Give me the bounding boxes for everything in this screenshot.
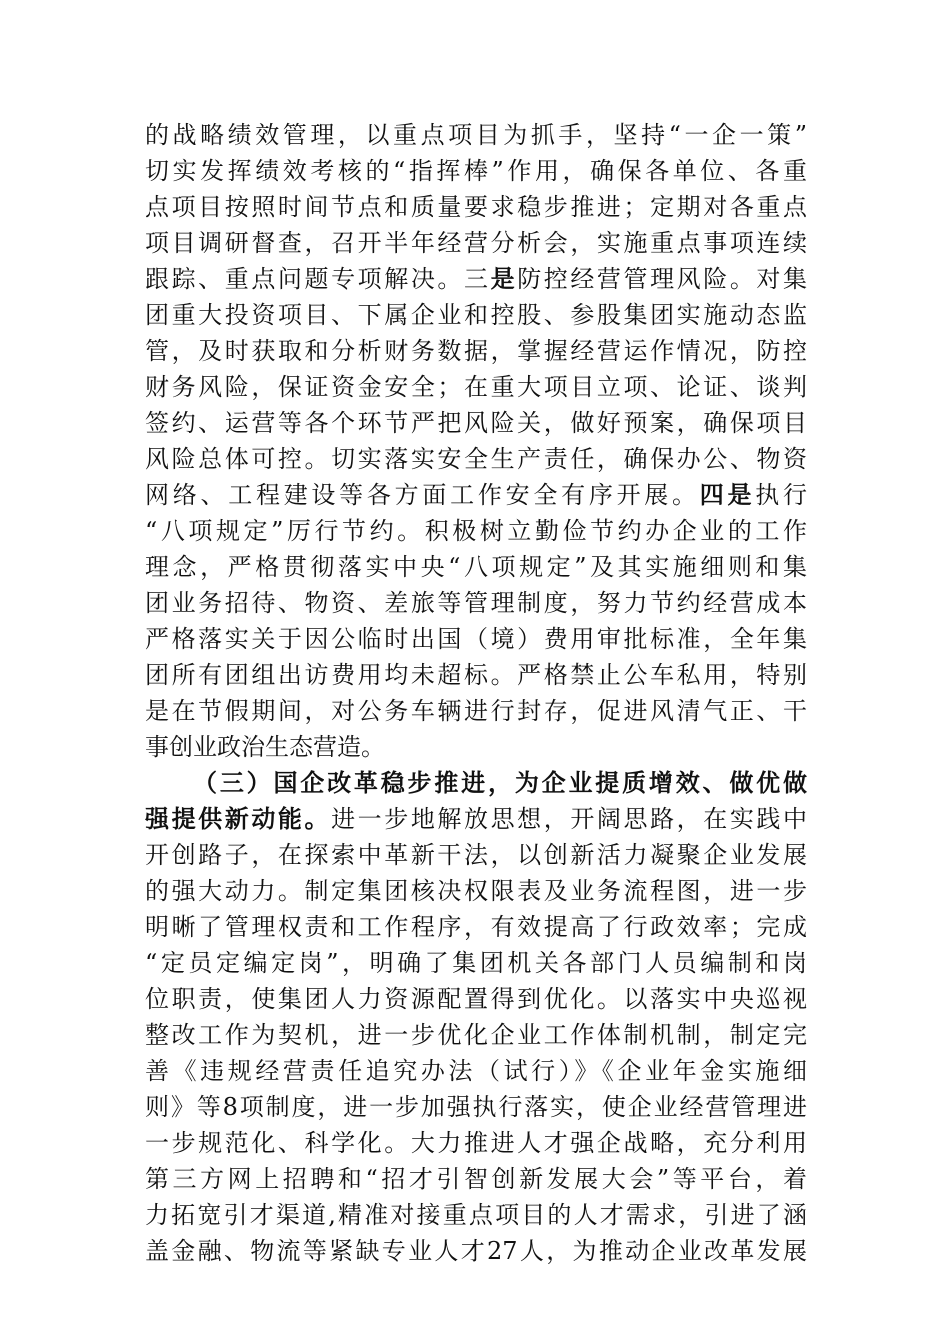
text-line	[145, 513, 807, 549]
text-line	[145, 1017, 807, 1053]
text-run: 管，及时获取和分析财务数据，掌握经营运作情况，防控	[145, 337, 807, 365]
text-line	[145, 1053, 807, 1089]
text-run: 的战略绩效管理，以重点项目为抓手，坚持“一企一策”	[145, 121, 807, 149]
text-run: 理念，严格贯彻落实中央“八项规定”及其实施细则和集	[145, 553, 807, 581]
text-run: 一步规范化、科学化。大力推进人才强企战略，充分利用	[145, 1129, 807, 1157]
bold-text-run: 是	[490, 264, 518, 293]
text-line	[145, 117, 807, 153]
text-line	[145, 657, 807, 693]
text-run: 位职责，使集团人力资源配置得到优化。以落实中央巡视	[145, 985, 807, 1013]
text-line	[145, 189, 807, 225]
text-run: 团业务招待、物资、差旅等管理制度，努力节约经营成本	[145, 589, 807, 617]
bold-text-run: （三）国企改革稳步推进，为企业提质增效、做优做	[193, 768, 807, 797]
text-run: 执行	[755, 481, 807, 509]
text-run: 团重大投资项目、下属企业和控股、参股集团实施动态监	[145, 301, 807, 329]
text-run: 整改工作为契机，进一步优化企业工作体制机制，制定完	[145, 1021, 807, 1049]
text-line	[145, 441, 807, 477]
bold-text-run: 强提供新动能。	[145, 804, 332, 833]
text-run: 则》等8项制度，进一步加强执行落实，使企业经营管理进	[145, 1093, 807, 1121]
text-line	[145, 477, 807, 513]
text-run: 网络、工程建设等各方面工作安全有序开展。	[145, 481, 700, 509]
text-run: 盖金融、物流等紧缺专业人才27人，为推动企业改革发展	[145, 1237, 807, 1265]
text-run: 进一步地解放思想，开阔思路，在实践中	[331, 805, 807, 833]
text-line	[145, 909, 807, 945]
text-run: 点项目按照时间节点和质量要求稳步推进；定期对各重点	[145, 193, 807, 221]
bold-text-run: 四是	[699, 480, 756, 509]
text-run: 是在节假期间，对公务车辆进行封存，促进风清气正、干	[145, 697, 807, 725]
text-line	[145, 1089, 807, 1125]
text-run: 签约、运营等各个环节严把风险关，做好预案，确保项目	[145, 409, 807, 437]
text-line	[145, 1125, 807, 1161]
text-run: 的强大动力。制定集团核决权限表及业务流程图，进一步	[145, 877, 807, 905]
text-line	[145, 729, 807, 765]
text-run: 团所有团组出访费用均未超标。严格禁止公车私用，特别	[145, 661, 807, 689]
text-line	[145, 801, 807, 837]
text-line	[145, 981, 807, 1017]
text-line	[145, 1197, 807, 1233]
text-run: 开创路子，在探索中革新干法，以创新活力凝聚企业发展	[145, 841, 807, 869]
text-run: 力拓宽引才渠道,精准对接重点项目的人才需求，引进了涵	[145, 1201, 807, 1229]
text-run: 财务风险，保证资金安全；在重大项目立项、论证、谈判	[145, 373, 807, 401]
text-line	[145, 225, 807, 261]
text-line	[145, 1233, 807, 1269]
text-run: 明晰了管理权责和工作程序，有效提高了行政效率；完成	[145, 913, 807, 941]
text-run: 跟踪、重点问题专项解决。三	[145, 265, 491, 293]
text-line	[145, 333, 807, 369]
text-line	[145, 621, 807, 657]
text-line	[145, 297, 807, 333]
text-run: 防控经营管理风险。对集	[517, 265, 807, 293]
text-run: 事创业政治生态营造。	[145, 733, 385, 761]
text-run: 风险总体可控。切实落实安全生产责任，确保办公、物资	[145, 445, 807, 473]
text-run: 切实发挥绩效考核的“指挥棒”作用，确保各单位、各重	[145, 157, 807, 185]
body-text	[145, 117, 807, 1269]
text-run: “八项规定”厉行节约。积极树立勤俭节约办企业的工作	[145, 517, 807, 545]
text-line	[145, 1161, 807, 1197]
text-line	[145, 873, 807, 909]
text-line	[145, 369, 807, 405]
text-line	[145, 693, 807, 729]
text-line	[145, 837, 807, 873]
text-run: 善《违规经营责任追究办法（试行）》《企业年金实施细	[145, 1057, 807, 1085]
text-line	[145, 945, 807, 981]
text-line	[145, 549, 807, 585]
text-run: “定员定编定岗”，明确了集团机关各部门人员编制和岗	[145, 949, 807, 977]
text-run: 第三方网上招聘和“招才引智创新发展大会”等平台，着	[145, 1165, 807, 1193]
text-run: 严格落实关于因公临时出国（境）费用审批标准，全年集	[145, 625, 807, 653]
text-line	[145, 585, 807, 621]
text-run: 项目调研督查，召开半年经营分析会，实施重点事项连续	[145, 229, 807, 257]
text-line	[145, 765, 807, 801]
text-line	[145, 261, 807, 297]
text-line	[145, 153, 807, 189]
text-line	[145, 405, 807, 441]
